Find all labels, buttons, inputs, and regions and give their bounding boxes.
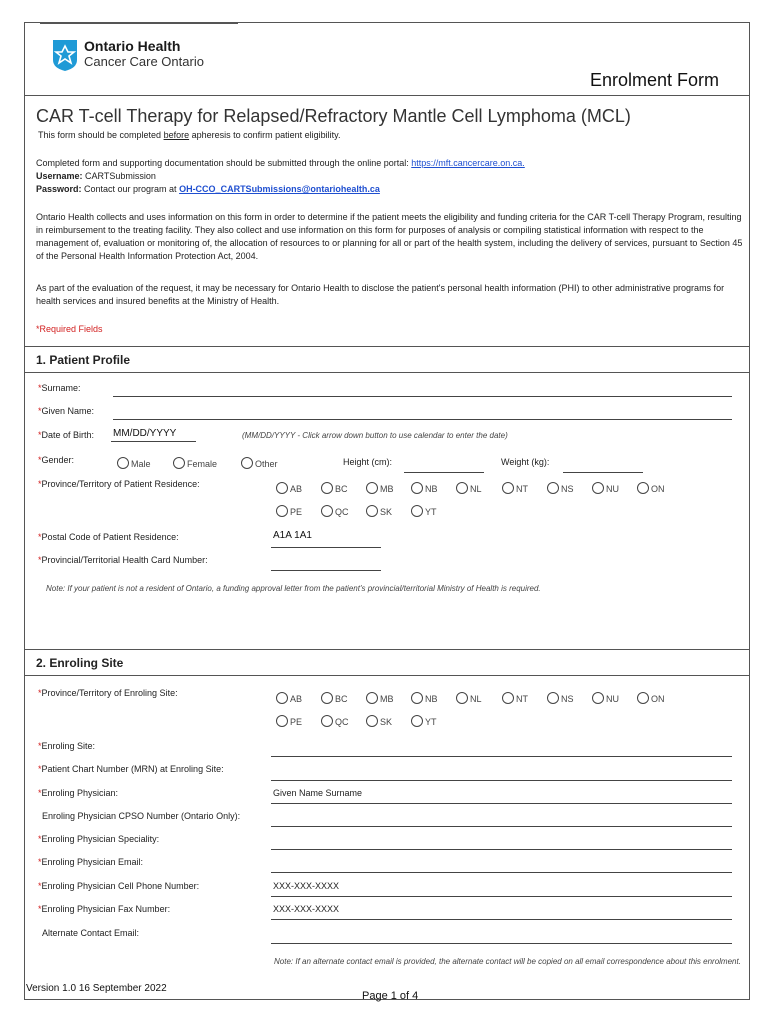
patient-province-yt-radio[interactable]: YT [411,505,437,517]
site-province-on-radio[interactable]: ON [637,692,665,704]
health-card-field[interactable] [271,570,381,571]
enroling-site-label: *Enroling Site: [38,741,96,751]
cell-phone-underline [271,896,732,897]
residency-note: Note: If your patient is not a resident of Ontario, a funding approval letter from the patient's provincial/territorial Ministry of Health is required. [46,584,541,593]
postal-code-underline [271,547,381,548]
patient-province-bc-radio[interactable]: BC [321,482,348,494]
logo-title: Ontario Health [84,38,181,54]
alt-email-note: Note: If an alternate contact email is provided, the alternate contact will be copied on all email correspondence about this enrolment. [274,957,741,966]
cpso-field[interactable] [271,826,732,827]
site-province-ab-radio[interactable]: AB [276,692,302,704]
site-province-nb-radio[interactable]: NB [411,692,438,704]
site-province-pe-radio[interactable]: PE [276,715,302,727]
version-label: Version 1.0 16 September 2022 [26,983,167,994]
required-fields-note: *Required Fields [36,324,103,334]
gender-label: *Gender: [38,455,75,465]
given-name-label: *Given Name: [38,406,95,416]
ontario-health-logo-icon [50,38,80,72]
form-type-title: Enrolment Form [590,70,720,90]
alt-email-label: Alternate Contact Email: [42,928,140,938]
site-province-ns-radio[interactable]: NS [547,692,574,704]
section1-top-divider [24,346,750,347]
dob-label: *Date of Birth: [38,430,95,440]
weight-field[interactable] [563,472,643,473]
patient-province-ab-radio[interactable]: AB [276,482,302,494]
site-province-label: *Province/Territory of Enroling Site: [38,688,178,698]
header-divider [24,95,750,96]
site-province-nt-radio[interactable]: NT [502,692,528,704]
surname-field[interactable] [113,396,732,397]
password-line: Password: Contact our program at OH-CCO_CARTSubmissions@ontariohealth.ca [36,184,380,194]
given-name-field[interactable] [113,419,732,420]
patient-province-sk-radio[interactable]: SK [366,505,392,517]
patient-province-nb-radio[interactable]: NB [411,482,438,494]
patient-province-pe-radio[interactable]: PE [276,505,302,517]
section1-bottom-divider [24,372,750,373]
cell-phone-label: *Enroling Physician Cell Phone Number: [38,881,200,891]
section1-title: 1. Patient Profile [36,353,131,367]
page-title: CAR T-cell Therapy for Relapsed/Refractory Mantle Cell Lymphoma (MCL) [36,106,631,126]
submit-instructions: Completed form and supporting documentation should be submitted through the online portal: https://mft.cancercare.on.ca. [36,158,525,168]
site-province-mb-radio[interactable]: MB [366,692,394,704]
disclosure-paragraph: As part of the evaluation of the request, it may be necessary for Ontario Health to disclose the patient's personal health information (PHI) to other administrative programs for health services and insured benefits at the Ministry of Health. [36,283,725,306]
postal-code-field[interactable]: A1A 1A1 [273,530,312,541]
username-line: Username: CARTSubmission [36,171,156,181]
patient-province-qc-radio[interactable]: QC [321,505,349,517]
health-card-label: *Provincial/Territorial Health Card Number: [38,555,208,565]
patient-province-mb-radio[interactable]: MB [366,482,394,494]
cpso-label: Enroling Physician CPSO Number (Ontario Only): [42,811,241,821]
patient-province-label: *Province/Territory of Patient Residence: [38,479,200,489]
cell-phone-field[interactable]: XXX-XXX-XXXX [273,881,340,891]
height-field[interactable] [404,472,484,473]
section2-bottom-divider [24,675,750,676]
gender-female-radio[interactable]: Female [173,457,217,469]
submission-email-link[interactable]: OH-CCO_CARTSubmissions@ontariohealth.ca [179,184,380,194]
gender-male-radio[interactable]: Male [117,457,151,469]
intro-line: This form should be completed before apheresis to confirm patient eligibility. [38,130,341,140]
speciality-field[interactable] [271,849,732,850]
patient-province-on-radio[interactable]: ON [637,482,665,494]
mrn-field[interactable] [271,780,732,781]
page-number: Page 1 of 4 [362,990,419,1002]
dob-hint: (MM/DD/YYYY - Click arrow down button to use calendar to enter the date) [242,431,508,440]
patient-province-nl-radio[interactable]: NL [456,482,482,494]
postal-code-label: *Postal Code of Patient Residence: [38,532,179,542]
section2-top-divider [24,649,750,650]
physician-email-field[interactable] [271,872,732,873]
enroling-site-field[interactable] [271,756,732,757]
mrn-label: *Patient Chart Number (MRN) at Enroling Site: [38,764,224,774]
fax-field[interactable]: XXX-XXX-XXXX [273,904,340,914]
fax-underline [271,919,732,920]
weight-label: Weight (kg): [501,457,550,467]
patient-province-nt-radio[interactable]: NT [502,482,528,494]
patient-province-nu-radio[interactable]: NU [592,482,619,494]
dob-field[interactable]: MM/DD/YYYY [113,428,177,439]
height-label: Height (cm): [343,457,393,467]
section2-title: 2. Enroling Site [36,656,124,670]
site-province-sk-radio[interactable]: SK [366,715,392,727]
site-province-yt-radio[interactable]: YT [411,715,437,727]
physician-label: *Enroling Physician: [38,788,119,798]
physician-underline [271,803,732,804]
site-province-nu-radio[interactable]: NU [592,692,619,704]
site-province-bc-radio[interactable]: BC [321,692,348,704]
surname-label: *Surname: [38,383,81,393]
logo-subtitle: Cancer Care Ontario [84,54,204,69]
patient-province-ns-radio[interactable]: NS [547,482,574,494]
site-province-qc-radio[interactable]: QC [321,715,349,727]
portal-link[interactable]: https://mft.cancercare.on.ca. [411,158,525,168]
gender-other-radio[interactable]: Other [241,457,278,469]
site-province-nl-radio[interactable]: NL [456,692,482,704]
speciality-label: *Enroling Physician Speciality: [38,834,160,844]
physician-email-label: *Enroling Physician Email: [38,857,144,867]
dob-underline [111,441,196,442]
fax-label: *Enroling Physician Fax Number: [38,904,171,914]
alt-email-field[interactable] [271,943,732,944]
physician-field[interactable]: Given Name Surname [273,788,363,798]
privacy-paragraph: Ontario Health collects and uses information on this form in order to determine if the patient meets the eligibility and funding criteria for the CAR T-cell Therapy Program, resulting in reimbursement to the treating facility. They also collect and use information on this form for purposes of analysis or compiling statistical information with respect to the management of, evaluation or monitoring of, the allocation of resources to or planning for all or part of the health system, including the delivery of services, pursuant to Section 45 of the Personal Health Information Protection Act, 2004. [36,212,743,261]
